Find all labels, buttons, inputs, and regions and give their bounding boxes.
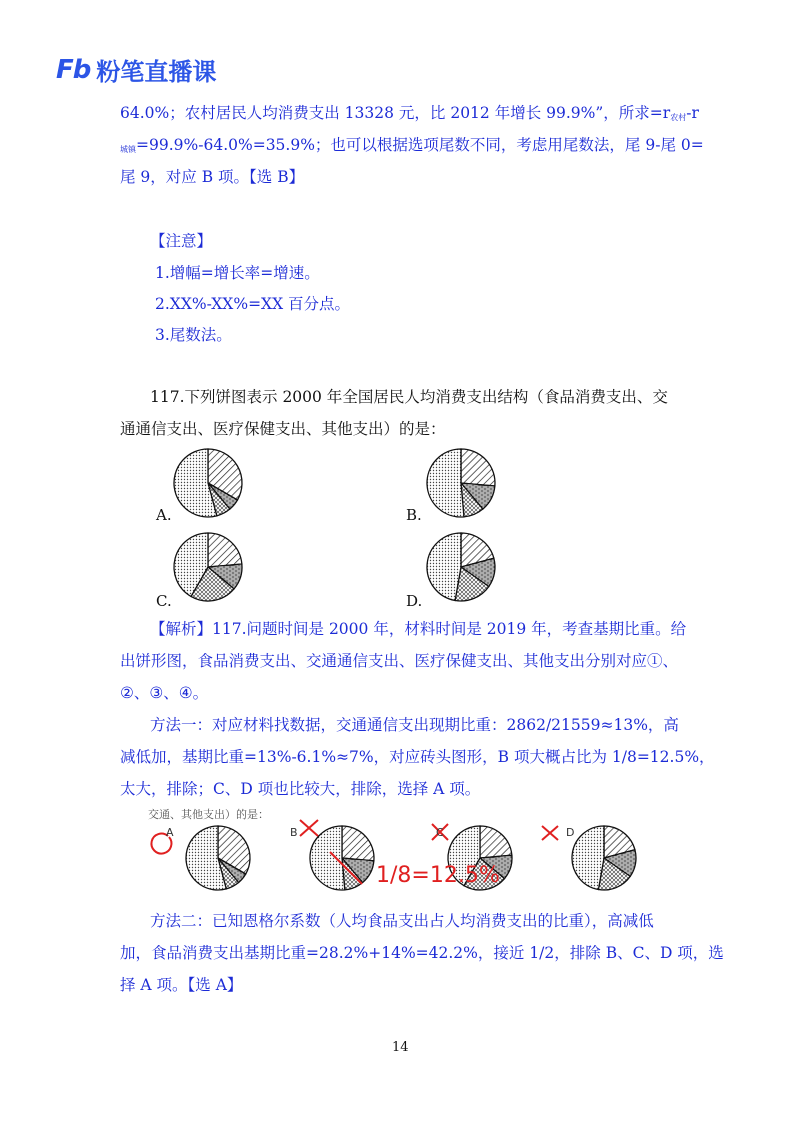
method2-line3: 择 A 项。【选 A】 [120, 976, 243, 994]
method1-line3: 太大，排除；C、D 项也比较大，排除，选择 A 项。 [120, 780, 481, 798]
scan-crop-text: 交通、其他支出）的是： [148, 808, 269, 821]
scan-option-label: A [166, 826, 174, 839]
method2-line1: 方法二：已知恩格尔系数（人均食品支出占人均消费支出的比重），高减低 [150, 912, 654, 930]
note-title: 【注意】 [150, 232, 213, 250]
scan-b-pie-slice-1 [342, 826, 374, 861]
scan-option-label: D [566, 826, 575, 839]
note-item-1: 1.增幅=增长率=增速。 [155, 264, 320, 282]
analysis-line2: 出饼形图，食品消费支出、交通通信支出、医疗保健支出、其他支出分别对应①、 [120, 652, 679, 670]
option-d-pie-slice-4 [427, 533, 461, 600]
option-c-pie-slice-1 [208, 533, 242, 567]
subscript: 农村 [670, 113, 687, 122]
scan-option-label: C [436, 826, 444, 839]
option-b-pie-slice-1 [461, 449, 495, 486]
handwritten-note: 1/8=12.5% [376, 863, 500, 888]
analysis-line1: 【解析】117.问题时间是 2000 年，材料时间是 2019 年，考查基期比重。给 [150, 620, 687, 638]
option-b-label: B. [406, 506, 422, 524]
question-line2: 通通信支出、医疗保健支出、其他支出）的是： [120, 420, 446, 438]
text: =99.9%-64.0%=35.9%；也可以根据选项尾数不同，考虑用尾数法，尾 9-尾 0= [136, 136, 704, 154]
option-a-label: A. [156, 506, 172, 524]
logo-text: 粉笔直播课 [96, 58, 217, 86]
logo-mark: Fb [56, 54, 91, 85]
scan-b-pie-slice-4 [310, 826, 345, 890]
note-item-3: 3.尾数法。 [155, 326, 232, 344]
subscript: 城镇 [120, 145, 136, 154]
annotated-scan [140, 806, 680, 898]
scan-c-pie-slice-1 [480, 826, 512, 858]
option-d-label: D. [406, 592, 423, 610]
scan-cross-b [300, 820, 318, 836]
method1-line2: 减低加，基期比重=13%-6.1%≈7%，对应砖头图形，B 项大概占比为 1/8=12.5%， [120, 748, 715, 766]
scan-d-pie-slice-4 [572, 826, 604, 890]
option-c-label: C. [156, 592, 172, 610]
option-b-pie-slice-4 [427, 449, 464, 517]
brand-logo [56, 52, 216, 87]
text: 64.0%；农村居民人均消费支出 13328 元，比 2012 年增长 99.9%”，所求=r [120, 104, 671, 122]
scan-option-label: B [290, 826, 298, 839]
question-line1: 117.下列饼图表示 2000 年全国居民人均消费支出结构（食品消费支出、交 [150, 388, 668, 406]
para1-line3: 尾 9，对应 B 项。【选 B】 [120, 168, 305, 186]
para1-line1 [120, 102, 699, 129]
page-number: 14 [392, 1040, 409, 1055]
analysis-line3: ②、③、④。 [120, 684, 209, 702]
text: -r [686, 104, 699, 122]
para1-line2 [120, 134, 704, 161]
method2-line2: 加，食品消费支出基期比重=28.2%+14%=42.2%，接近 1/2，排除 B、C、D 项，选 [120, 944, 724, 962]
method1-line1: 方法一：对应材料找数据，交通通信支出现期比重：2862/21559≈13%，高 [150, 716, 679, 734]
scan-cross-d [542, 826, 558, 840]
note-item-2: 2.XX%-XX%=XX 百分点。 [155, 295, 351, 313]
